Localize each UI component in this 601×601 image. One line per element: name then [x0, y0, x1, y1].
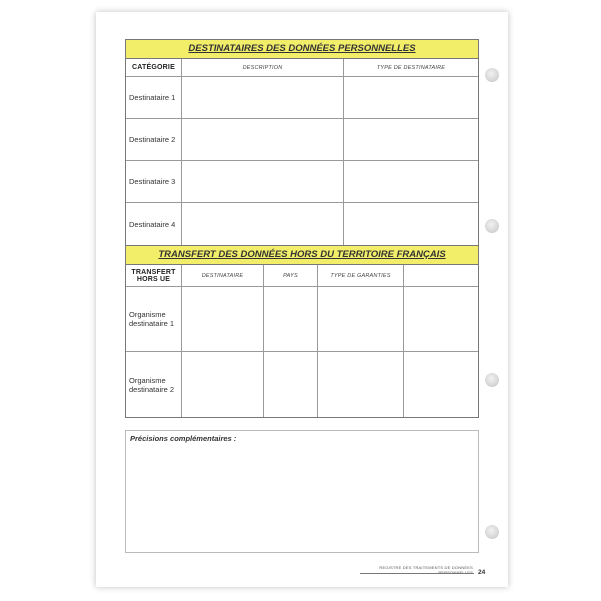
table-row: [126, 161, 478, 203]
recipients-table: [125, 39, 479, 246]
recipient-cell[interactable]: [182, 287, 264, 351]
row-label: Organisme destinataire 1: [126, 287, 182, 351]
binder-hole: [485, 525, 499, 539]
country-cell[interactable]: [264, 287, 318, 351]
header-transfer-outside-eu: TRANSFERT HORS UE: [126, 265, 182, 286]
recipient-type-cell[interactable]: [344, 119, 478, 160]
additional-details-label: Précisions complémentaires :: [130, 434, 237, 443]
header-recipient-type: TYPE DE DESTINATAIRE: [376, 64, 446, 71]
header-description: DESCRIPTION: [182, 59, 344, 76]
recipients-header-row: [126, 59, 478, 77]
footer-rule: [360, 573, 474, 574]
country-cell[interactable]: [264, 352, 318, 417]
row-label: Destinataire 3: [126, 161, 182, 202]
transfer-table: [125, 245, 479, 418]
header-guarantee-type: TYPE DE GARANTIES: [318, 265, 404, 286]
transfer-table-title: TRANSFERT DES DONNÉES HORS DU TERRITOIRE FRANÇAIS: [126, 246, 478, 265]
extra-cell[interactable]: [404, 287, 478, 351]
row-label: Destinataire 1: [126, 77, 182, 118]
binder-hole: [485, 219, 499, 233]
recipient-cell[interactable]: [182, 352, 264, 417]
table-row: [126, 203, 478, 245]
recipients-table-title: DESTINATAIRES DES DONNÉES PERSONNELLES: [126, 40, 478, 59]
recipient-type-cell[interactable]: [344, 77, 478, 118]
row-label: Destinataire 4: [126, 203, 182, 245]
table-row: [126, 119, 478, 161]
recipient-type-cell[interactable]: [344, 161, 478, 202]
binder-hole: [485, 68, 499, 82]
row-label: Destinataire 2: [126, 119, 182, 160]
table-row: [126, 77, 478, 119]
description-cell[interactable]: [182, 203, 344, 245]
transfer-header-row: [126, 265, 478, 287]
additional-details-box[interactable]: [125, 430, 479, 553]
page-number: 24: [478, 569, 486, 576]
table-row: [126, 287, 478, 352]
row-label: Organisme destinataire 2: [126, 352, 182, 417]
guarantee-type-cell[interactable]: [318, 287, 404, 351]
description-cell[interactable]: [182, 119, 344, 160]
header-country: PAYS: [264, 265, 318, 286]
recipient-type-cell[interactable]: [344, 203, 478, 245]
footer-title: REGISTRE DES TRAITEMENTS DE DONNÉES PERSONNELLES: [379, 565, 473, 575]
header-category: CATÉGORIE: [126, 59, 182, 76]
extra-cell[interactable]: [404, 352, 478, 417]
header-extra: [404, 265, 478, 286]
table-row: [126, 352, 478, 417]
header-recipient: DESTINATAIRE: [182, 265, 264, 286]
description-cell[interactable]: [182, 77, 344, 118]
binder-hole: [485, 373, 499, 387]
guarantee-type-cell[interactable]: [318, 352, 404, 417]
description-cell[interactable]: [182, 161, 344, 202]
